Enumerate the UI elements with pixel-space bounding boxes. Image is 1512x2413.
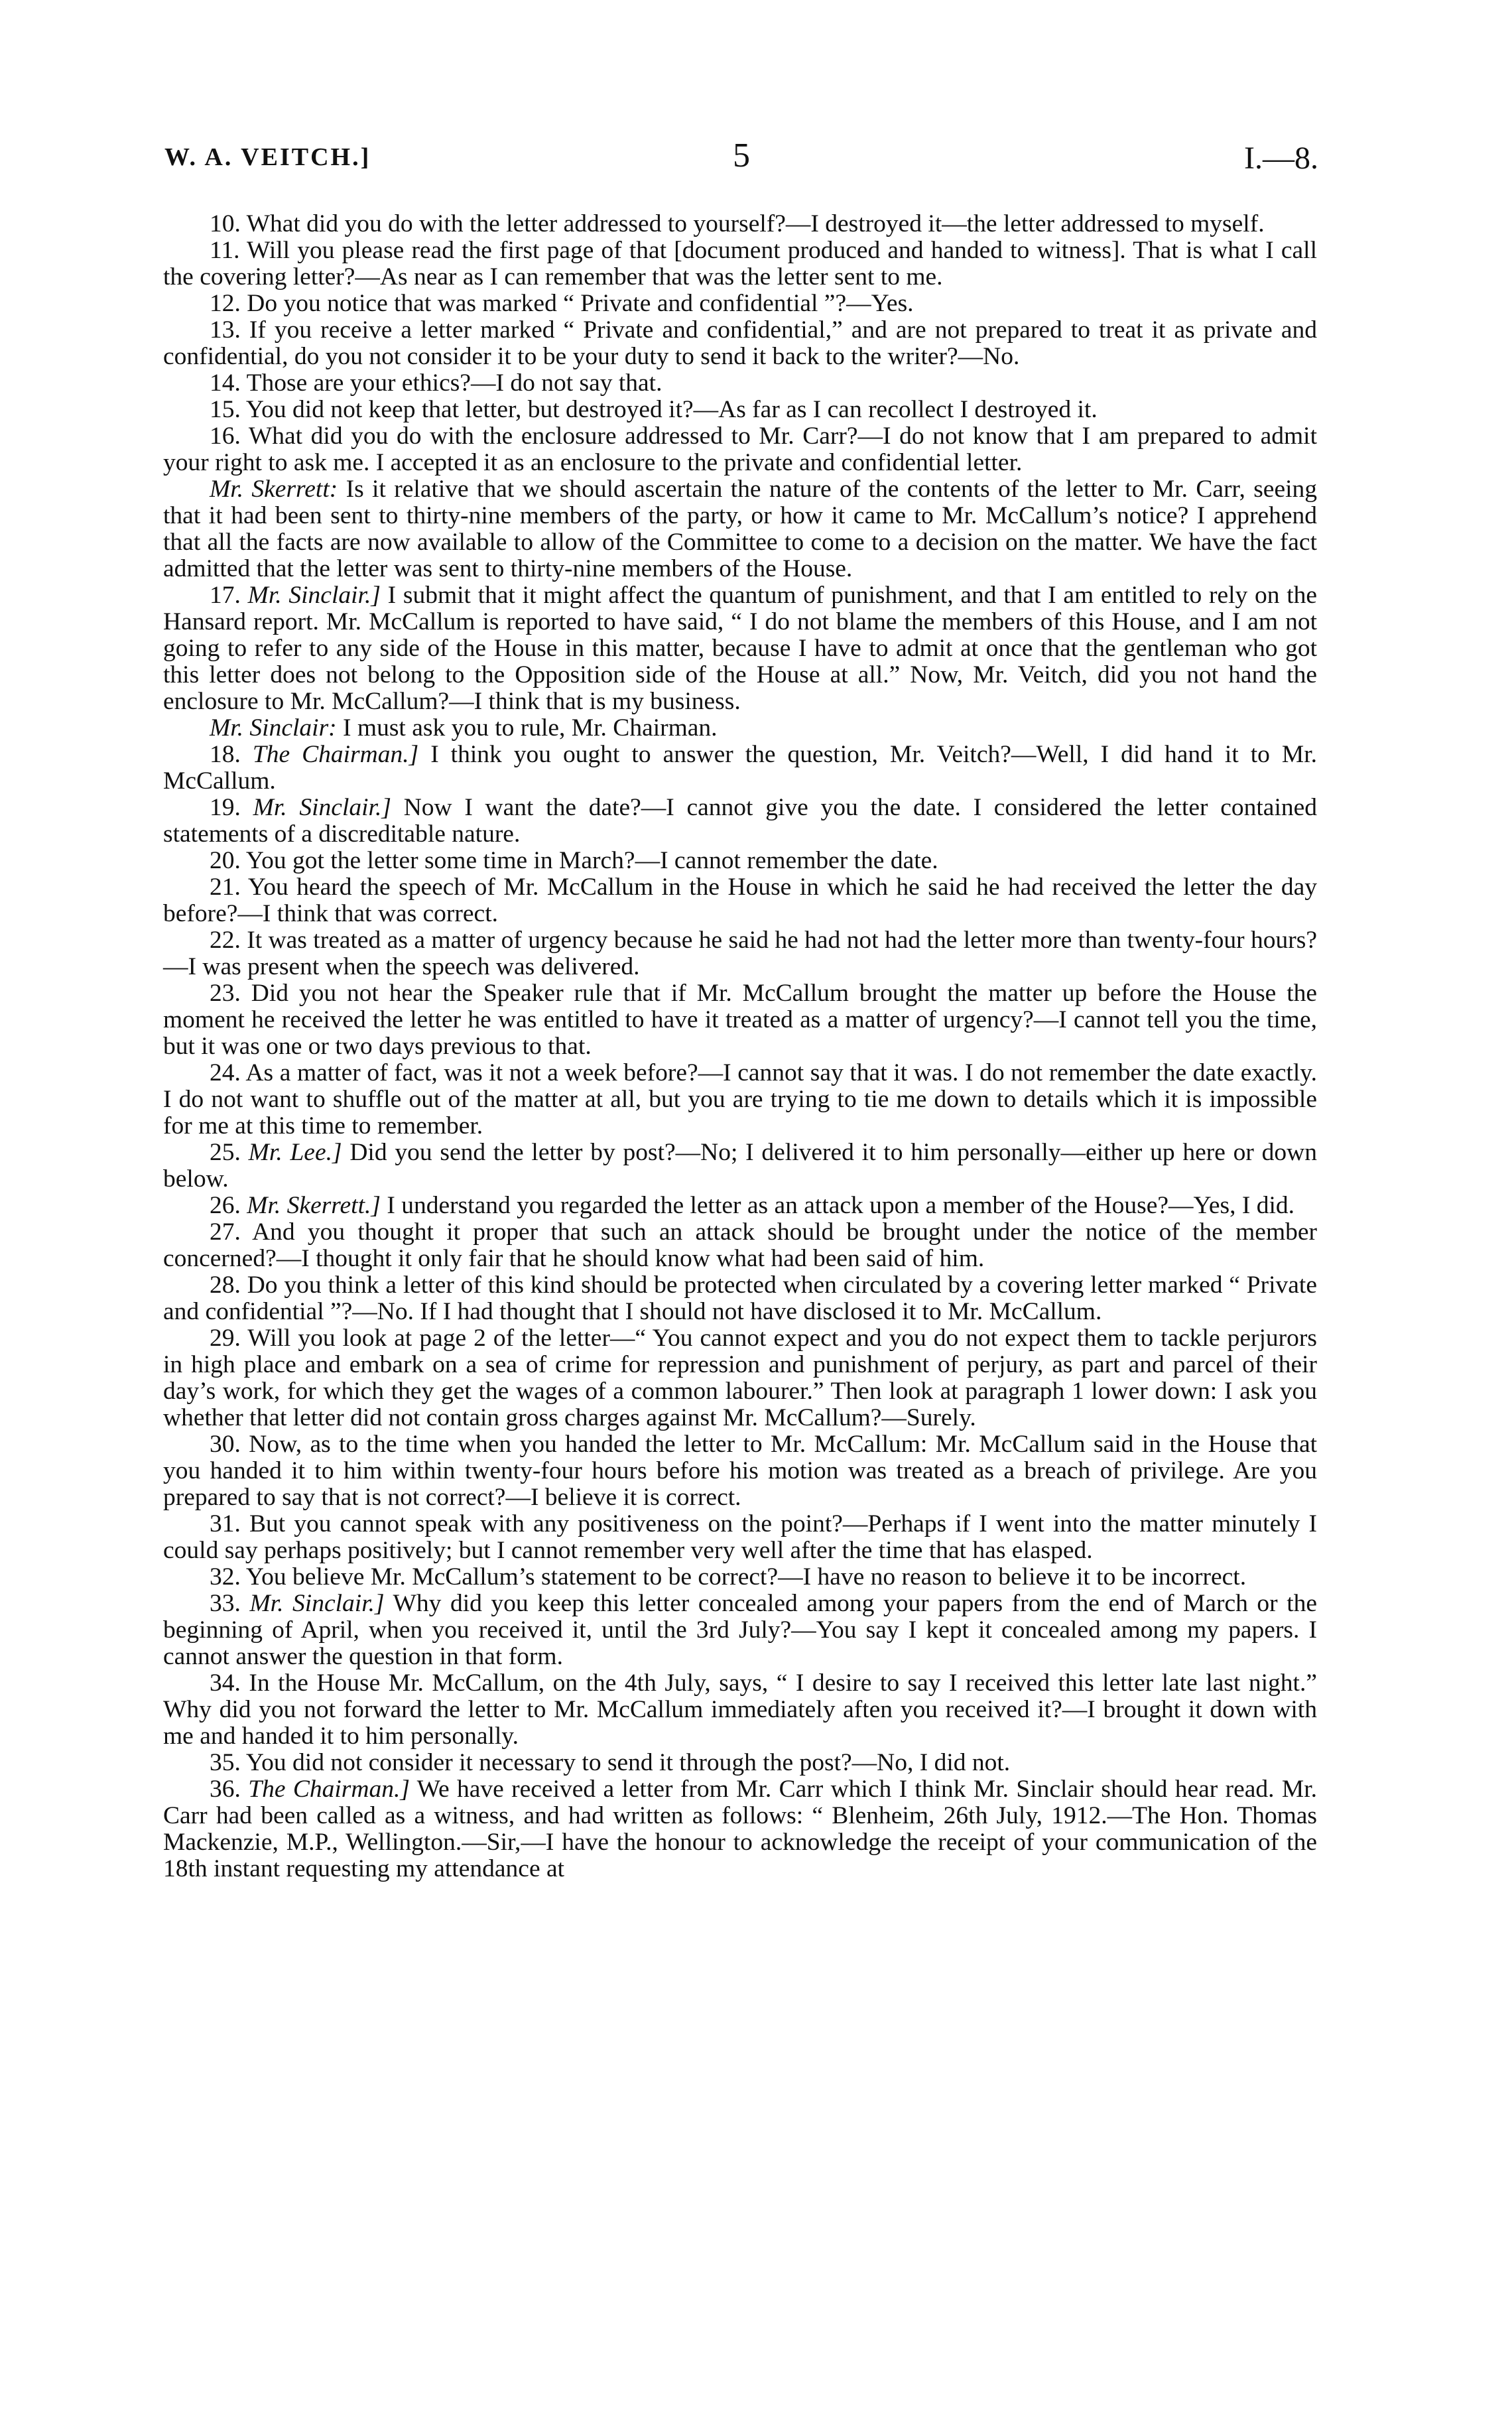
testimony-paragraph bbox=[163, 237, 1317, 291]
question-number: 10. bbox=[210, 210, 241, 237]
paragraph-text: You believe Mr. McCallum’s statement to be correct?—I have no reason to believe it to be incorrect. bbox=[245, 1563, 1247, 1591]
testimony-paragraph bbox=[163, 317, 1317, 370]
paragraph-text: It was treated as a matter of urgency because he said he had not had the letter more than twenty-four hours?—I was present when the speech was delivered. bbox=[163, 927, 1317, 980]
paragraph-text: In the House Mr. McCallum, on the 4th July, says, “ I desire to say I received this letter late last night.” Why did you not forward the letter to Mr. McCallum immediately aften you received it?—I brought it down with me and handed it to him personally. bbox=[163, 1669, 1317, 1750]
question-number: 25. bbox=[210, 1139, 241, 1166]
question-number: 24. bbox=[210, 1059, 241, 1086]
paragraph-text: But you cannot speak with any positiveness on the point?—Perhaps if I went into the matter minutely I could say perhaps positively; but I cannot remember very well after the time that has elasped. bbox=[163, 1510, 1317, 1564]
question-number: 30. bbox=[210, 1431, 241, 1458]
question-number: 33. bbox=[210, 1590, 241, 1617]
question-number: 29. bbox=[210, 1325, 241, 1352]
paragraph-text: Is it relative that we should ascertain the nature of the contents of the letter to Mr. Carr, seeing that it had been sent to thirty-nine members of the party, or how it came to Mr. McCallum’s notice? I apprehend that all the facts are now available to allow of the Committee to come to a decision on the matter. We have the fact admitted that the letter was sent to thirty-nine members of the House. bbox=[163, 476, 1318, 582]
testimony-paragraph bbox=[163, 1670, 1317, 1750]
page-number: 5 bbox=[733, 137, 750, 174]
question-number: 12. bbox=[210, 290, 241, 317]
paragraph-text: We have received a letter from Mr. Carr which I think Mr. Sinclair should hear read. Mr. Carr had been called as a witness, and had written as follows: “ Blenheim, 26th July, 1912.—The Hon. Thomas Mackenzie, M.P., Wellington.—Sir,—I have the honour to acknowledge the receipt of your communication of the 18th instant requesting my attendance at bbox=[163, 1776, 1318, 1882]
question-number: 36. bbox=[210, 1776, 241, 1803]
paragraph-text: Why did you keep this letter concealed among your papers from the end of March or the beginning of April, when you received it, until the 3rd July?—You say I kept it concealed among my papers. I cannot answer the question in that form. bbox=[163, 1590, 1318, 1670]
testimony-paragraph bbox=[163, 476, 1317, 582]
question-number: 28. bbox=[210, 1272, 241, 1299]
testimony-paragraph bbox=[163, 1431, 1317, 1511]
testimony-paragraph bbox=[163, 582, 1317, 715]
question-number: 27. bbox=[210, 1218, 241, 1246]
question-number: 26. bbox=[210, 1192, 241, 1219]
testimony-paragraph bbox=[163, 742, 1317, 795]
speaker-label: Mr. Skerrett.] bbox=[247, 1192, 381, 1219]
testimony-paragraph bbox=[163, 397, 1317, 423]
paragraph-text: Now, as to the time when you handed the letter to Mr. McCallum: Mr. McCallum said in the House that you handed it to him within twenty-four hours before his motion was treated as a breach of privilege. Are you prepared to say that is not correct?—I believe it is correct. bbox=[163, 1431, 1318, 1511]
paragraph-text: I think you ought to answer the question, Mr. Veitch?—Well, I did hand it to Mr. McCallum. bbox=[163, 741, 1318, 795]
paragraph-text: As a matter of fact, was it not a week before?—I cannot say that it was. I do not remember the date exactly. I do not want to shuffle out of the matter at all, but you are trying to tie me down to details which it is impossible for me at this time to remember. bbox=[163, 1059, 1317, 1140]
testimony-paragraph bbox=[163, 1219, 1317, 1272]
paragraph-text: Did you send the letter by post?—No; I delivered it to him personally—either up here or down below. bbox=[163, 1139, 1318, 1193]
paragraph-text: I must ask you to rule, Mr. Chairman. bbox=[343, 714, 718, 742]
testimony-paragraph bbox=[163, 1591, 1317, 1670]
speaker-label: Mr. Sinclair.] bbox=[247, 582, 381, 609]
testimony-paragraph bbox=[163, 1272, 1317, 1325]
testimony-paragraph bbox=[163, 795, 1317, 848]
witness-name: W. A. VEITCH.] bbox=[164, 143, 371, 171]
question-number: 18. bbox=[210, 741, 241, 768]
question-number: 21. bbox=[210, 874, 241, 901]
testimony-paragraph bbox=[163, 980, 1317, 1060]
paragraph-text: What did you do with the enclosure addressed to Mr. Carr?—I do not know that I am prepared to admit your right to ask me. I accepted it as an enclosure to the private and confidential letter. bbox=[163, 423, 1318, 476]
testimony-paragraph bbox=[163, 848, 1317, 874]
testimony-paragraph bbox=[163, 370, 1317, 397]
testimony-paragraph bbox=[163, 927, 1317, 980]
testimony-paragraph bbox=[163, 1060, 1317, 1140]
testimony-paragraph bbox=[163, 715, 1317, 742]
testimony-body bbox=[163, 211, 1317, 1882]
paragraph-text: You did not keep that letter, but destroyed it?—As far as I can recollect I destroyed it. bbox=[245, 396, 1098, 423]
speaker-label: Mr. Sinclair: bbox=[210, 714, 337, 742]
testimony-paragraph bbox=[163, 1325, 1317, 1431]
paragraph-text: Those are your ethics?—I do not say that. bbox=[246, 369, 662, 397]
question-number: 20. bbox=[210, 847, 241, 874]
speaker-label: Mr. Lee.] bbox=[248, 1139, 342, 1166]
question-number: 23. bbox=[210, 980, 241, 1007]
paragraph-text: And you thought it proper that such an attack should be brought under the notice of the member concerned?—I thought it only fair that he should know what had been said of him. bbox=[163, 1218, 1318, 1272]
paragraph-text: What did you do with the letter addressed to yourself?—I destroyed it—the letter addressed to myself. bbox=[246, 210, 1265, 237]
testimony-paragraph bbox=[163, 1140, 1317, 1193]
paragraph-text: If you receive a letter marked “ Private and confidential,” and are not prepared to treat it as private and confidential, do you not consider it to be your duty to send it back to the writer?—No. bbox=[163, 316, 1317, 370]
speaker-label: Mr. Sinclair.] bbox=[253, 794, 391, 821]
paragraph-text: You did not consider it necessary to send it through the post?—No, I did not. bbox=[245, 1749, 1011, 1776]
question-number: 17. bbox=[210, 582, 241, 609]
paragraph-text: You heard the speech of Mr. McCallum in the House in which he said he had received the letter the day before?—I think that was correct. bbox=[163, 874, 1317, 927]
paragraph-text: Do you think a letter of this kind should be protected when circulated by a covering letter marked “ Private and confidential ”?—No. If I had thought that I should not have disclosed it to Mr. McCallum. bbox=[163, 1272, 1317, 1325]
document-reference: I.—8. bbox=[1244, 141, 1318, 176]
testimony-paragraph bbox=[163, 1750, 1317, 1776]
page-header bbox=[164, 136, 1318, 189]
testimony-paragraph bbox=[163, 423, 1317, 476]
question-number: 16. bbox=[210, 423, 241, 450]
question-number: 13. bbox=[210, 316, 241, 344]
testimony-paragraph bbox=[163, 1564, 1317, 1591]
question-number: 11. bbox=[210, 237, 240, 264]
question-number: 31. bbox=[210, 1510, 241, 1537]
paragraph-text: Will you please read the first page of that [document produced and handed to witness]. That is what I call the covering letter?—As near as I can remember that was the letter sent to me. bbox=[163, 237, 1318, 291]
question-number: 22. bbox=[210, 927, 241, 954]
paragraph-text: Now I want the date?—I cannot give you the date. I considered the letter contained statements of a discreditable nature. bbox=[163, 794, 1318, 848]
testimony-paragraph bbox=[163, 211, 1317, 237]
paragraph-text: Will you look at page 2 of the letter—“ You cannot expect and you do not expect them to tackle perjurors in high place and embark on a sea of crime for repression and punishment of perjury, as part and parcel of their day’s work, for which they get the wages of a common labourer.” Then look at paragraph 1 lower down: I ask you whether that letter did not contain gross charges against Mr. McCallum?—Surely. bbox=[163, 1325, 1317, 1431]
speaker-label: Mr. Skerrett: bbox=[210, 476, 338, 503]
paragraph-text: Did you not hear the Speaker rule that if Mr. McCallum brought the matter up before the House the moment he received the letter he was entitled to have it treated as a matter of urgency?—I cannot tell you the time, but it was one or two days previous to that. bbox=[163, 980, 1318, 1060]
testimony-paragraph bbox=[163, 874, 1317, 927]
question-number: 14. bbox=[210, 369, 241, 397]
testimony-paragraph bbox=[163, 1193, 1317, 1219]
speaker-label: Mr. Sinclair.] bbox=[249, 1590, 385, 1617]
testimony-paragraph bbox=[163, 1511, 1317, 1564]
paragraph-text: Do you notice that was marked “ Private and confidential ”?—Yes. bbox=[247, 290, 914, 317]
paragraph-text: I submit that it might affect the quantum of punishment, and that I am entitled to rely on the Hansard report. Mr. McCallum is reported to have said, “ I do not blame the members of this House, and I am not going to refer to any side of the House in this matter, because I have to admit at once that the gentleman who got this letter does not belong to the Opposition side of the House at all.” Now, Mr. Veitch, did you not hand the enclosure to Mr. McCallum?—I think that is my business. bbox=[163, 582, 1318, 715]
question-number: 34. bbox=[210, 1669, 241, 1697]
speaker-label: The Chairman.] bbox=[252, 741, 419, 768]
testimony-paragraph bbox=[163, 291, 1317, 317]
question-number: 35. bbox=[210, 1749, 241, 1776]
paragraph-text: I understand you regarded the letter as an attack upon a member of the House?—Yes, I did. bbox=[387, 1192, 1295, 1219]
question-number: 19. bbox=[210, 794, 241, 821]
question-number: 15. bbox=[210, 396, 241, 423]
testimony-paragraph bbox=[163, 1776, 1317, 1882]
speaker-label: The Chairman.] bbox=[248, 1776, 410, 1803]
paragraph-text: You got the letter some time in March?—I cannot remember the date. bbox=[245, 847, 938, 874]
question-number: 32. bbox=[210, 1563, 241, 1591]
